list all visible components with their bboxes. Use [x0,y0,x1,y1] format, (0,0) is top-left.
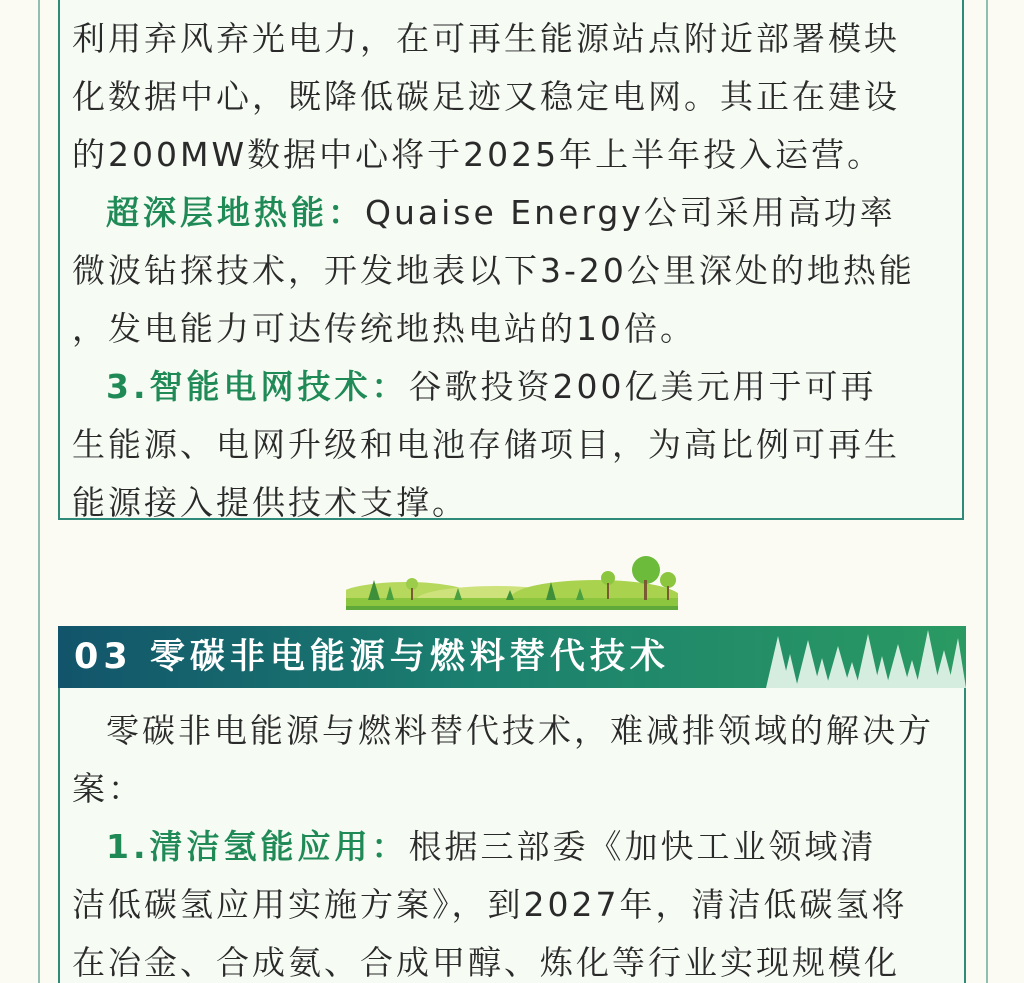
paragraph-line: 在冶金、合成氨、合成甲醇、炼化等行业实现规模化 [72,943,900,982]
paragraph-line: 利用弃风弃光电力，在可再生能源站点附近部署模块 [72,19,900,58]
section-heading-bar [58,626,966,688]
intro-text: 零碳非电能源与燃料替代技术，难减排领域的解决方 [106,711,934,750]
smart-grid-paragraph [72,358,952,416]
landscape-decoration [346,550,678,610]
paragraph-line: 案： [72,769,144,808]
paragraph-line: 微波钻探技术，开发地表以下3-20公里深处的地热能 [72,251,915,290]
paragraph-line: 的200MW数据中心将于2025年上半年投入运营。 [72,135,884,174]
forest-decoration [756,626,966,688]
frame-right-line [986,0,988,983]
geothermal-text: Quaise Energy公司采用高功率 [365,193,896,232]
section-title: 03 零碳非电能源与燃料替代技术 [74,637,670,677]
paragraph-line: 生能源、电网升级和电池存储项目，为高比例可再生 [72,425,900,464]
smart-grid-heading: 3.智能电网技术： [106,367,409,406]
paragraph-line: 洁低碳氢应用实施方案》，到2027年，清洁低碳氢将 [72,885,908,924]
paragraph-line: ，发电能力可达传统地热电站的10倍。 [72,309,696,348]
frame-left-line [38,0,40,983]
hydrogen-heading: 1.清洁氢能应用： [106,827,409,866]
smart-grid-text: 谷歌投资200亿美元用于可再 [408,367,877,406]
paragraph-line: 能源接入提供技术支撑。 [72,483,468,522]
geothermal-paragraph [72,184,952,242]
paragraph-line: 化数据中心，既降低碳足迹又稳定电网。其正在建设 [72,77,900,116]
hydrogen-text: 根据三部委《加快工业领域清 [408,827,877,866]
intro-paragraph [72,702,952,760]
geothermal-heading: 超深层地热能： [106,193,365,232]
hydrogen-paragraph [72,818,952,876]
